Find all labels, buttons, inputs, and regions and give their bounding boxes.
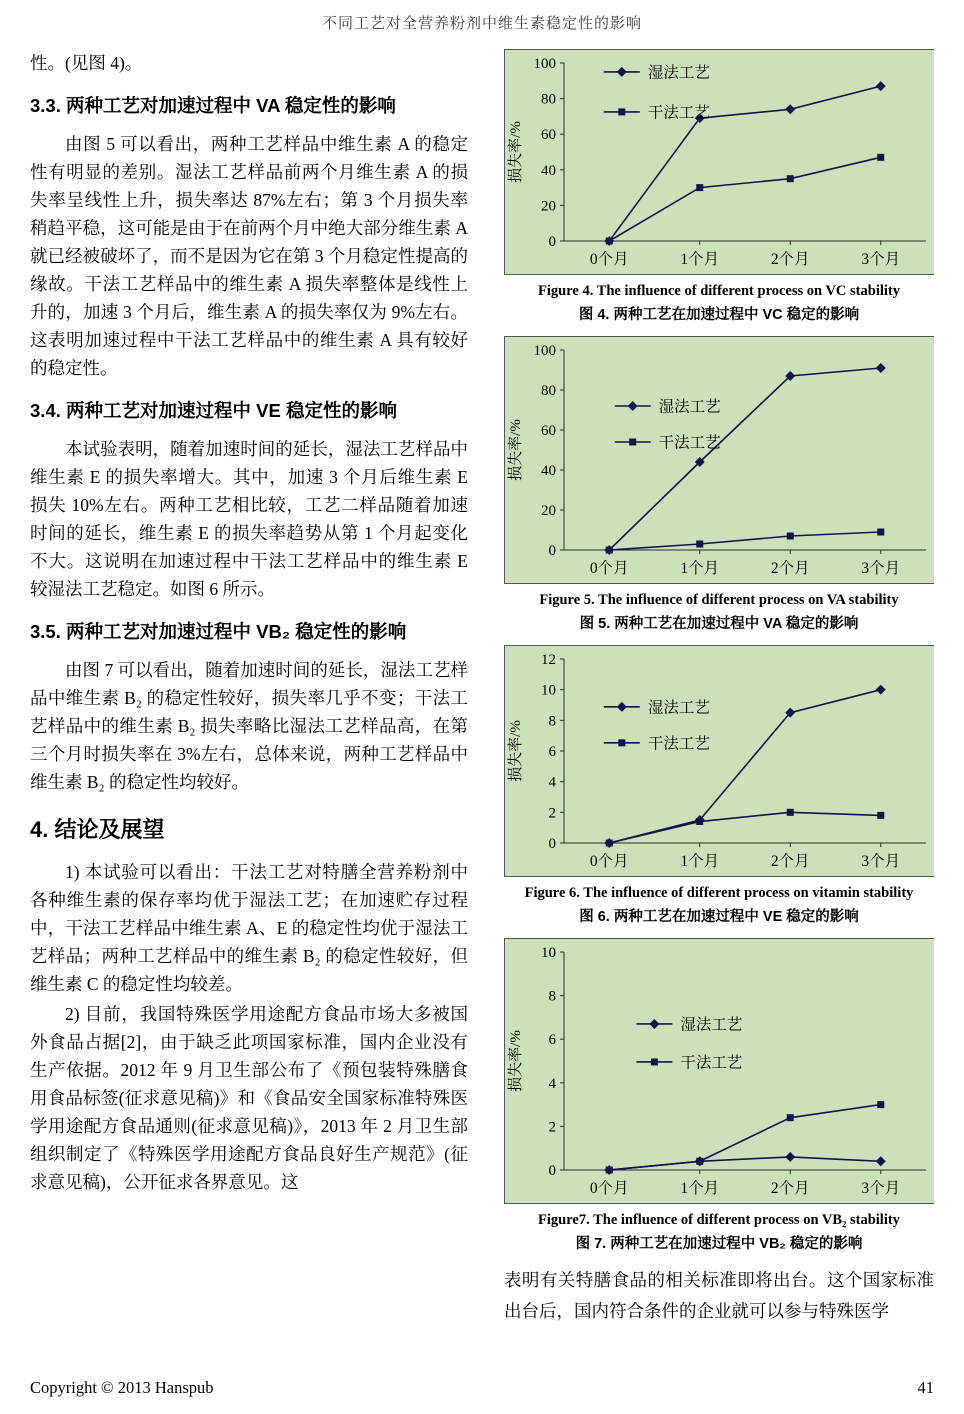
figure-7-caption-en: Figure7. The influence of different process on VB₂ stability xyxy=(538,1212,900,1228)
figure-5-caption xyxy=(504,592,934,633)
y-tick-label: 0 xyxy=(548,234,556,250)
section-heading-3-4: 3.4. 两种工艺对加速过程中 VE 稳定性的影响 xyxy=(30,400,397,421)
line-chart xyxy=(504,49,934,275)
square-marker xyxy=(651,1058,658,1065)
square-marker xyxy=(618,739,625,746)
x-tick-label: 2个月 xyxy=(770,853,810,870)
y-tick-label: 20 xyxy=(541,503,556,519)
x-tick-label: 1个月 xyxy=(680,853,720,870)
y-tick-label: 12 xyxy=(541,652,556,668)
square-marker xyxy=(618,108,625,115)
left-text-column xyxy=(30,49,468,1378)
x-tick-label: 2个月 xyxy=(770,1180,810,1197)
x-tick-label: 3个月 xyxy=(861,853,901,870)
legend-label: 干法工艺 xyxy=(647,104,710,122)
x-tick-label: 0个月 xyxy=(589,560,629,577)
continuation-paragraph: 性。(见图 4)。 xyxy=(30,53,143,73)
figure-6-caption-en: Figure 6. The influence of different process on vitamin stability xyxy=(524,885,914,901)
right-figure-column xyxy=(504,49,934,1378)
x-tick-label: 2个月 xyxy=(770,560,810,577)
figure-7 xyxy=(504,938,934,1253)
y-tick-label: 6 xyxy=(548,744,556,760)
figure-4-caption-en: Figure 4. The influence of different process on VC stability xyxy=(538,283,900,299)
section-heading-3-5: 3.5. 两种工艺对加速过程中 VB₂ 稳定性的影响 xyxy=(30,621,407,642)
two-column-layout xyxy=(30,49,934,1378)
x-tick-label: 1个月 xyxy=(680,560,720,577)
page-number: 41 xyxy=(917,1378,934,1397)
x-tick-label: 0个月 xyxy=(589,853,629,870)
y-tick-label: 40 xyxy=(541,463,556,479)
figure-7-chart xyxy=(504,938,934,1204)
y-tick-label: 4 xyxy=(548,774,556,791)
right-column-paragraph: 表明有关特膳食品的相关标准即将出台。这个国家标准出台后，国内符合条件的企业就可以参与特殊医学 xyxy=(504,1270,934,1322)
x-tick-label: 1个月 xyxy=(680,251,720,268)
figure-5-caption-en: Figure 5. The influence of different process on VA stability xyxy=(539,592,899,608)
y-tick-label: 0 xyxy=(548,543,556,559)
square-marker xyxy=(787,533,794,540)
y-tick-label: 0 xyxy=(548,836,556,852)
square-marker xyxy=(877,154,884,161)
figure-5-chart xyxy=(504,336,934,584)
y-tick-label: 40 xyxy=(541,162,556,179)
figure-6-caption xyxy=(504,885,934,926)
section-3-3-paragraph: 由图 5 可以看出，两种工艺样品中维生素 A 的稳定性有明显的差别。湿法工艺样品前两个月维生素 A 的损失率呈线性上升，损失率达 87%左右；第 3 个月损失率稍趋平稳，这可能是由于在前两个月中绝大部分维生素 A 就已经被破坏了，而不是因为它在第 3 个月稳定性提高的缘故。干法工艺样品中的维生素 A 损失率整体是线性上升的，加速 3 个月后，维生素 A 的损失率仅为 9%左右。这表明加速过程中干法工艺样品中的维生素 A 具有较好的稳定性。 xyxy=(30,134,468,378)
section-3-5-paragraph: 由图 7 可以看出，随着加速时间的延长，湿法工艺样品中维生素 B₂ 的稳定性较好，损失率几乎不变；干法工艺样品中的维生素 B₂ 损失率略比湿法工艺样品高，在第三个月时损失率在 3%左右，总体来说，两种工艺样品中维生素 B₂ 的稳定性均较好。 xyxy=(30,660,468,792)
y-tick-label: 8 xyxy=(548,713,556,730)
figure-6-caption-zh: 图 6. 两种工艺在加速过程中 VE 稳定的影响 xyxy=(579,909,859,925)
page-footer xyxy=(30,1378,934,1398)
square-marker xyxy=(787,809,794,816)
y-tick-label: 8 xyxy=(548,988,556,1005)
x-tick-label: 3个月 xyxy=(861,251,901,268)
y-tick-label: 10 xyxy=(541,682,556,699)
square-marker xyxy=(877,1101,884,1108)
figure-5-caption-zh: 图 5. 两种工艺在加速过程中 VA 稳定的影响 xyxy=(579,616,859,632)
y-tick-label: 6 xyxy=(548,1032,556,1049)
y-tick-label: 80 xyxy=(541,91,556,108)
y-tick-label: 10 xyxy=(541,945,556,961)
square-marker xyxy=(787,1114,794,1121)
figure-4-caption-zh: 图 4. 两种工艺在加速过程中 VC 稳定的影响 xyxy=(578,307,860,323)
y-tick-label: 100 xyxy=(533,56,556,72)
y-tick-label: 60 xyxy=(541,423,556,439)
square-marker xyxy=(606,547,613,554)
square-marker xyxy=(877,529,884,536)
figure-4-chart xyxy=(504,49,934,275)
y-axis-label: 损失率/% xyxy=(508,1030,524,1092)
section-heading-4: 4. 结论及展望 xyxy=(30,817,165,842)
plot-background xyxy=(505,646,935,877)
square-marker xyxy=(877,812,884,819)
line-chart xyxy=(504,336,934,584)
page-header-title: 不同工艺对全营养粉剂中维生素稳定性的影响 xyxy=(321,16,642,32)
square-marker xyxy=(696,818,703,825)
square-marker xyxy=(696,1158,703,1165)
line-chart xyxy=(504,645,934,877)
plot-background xyxy=(505,337,935,584)
section-heading-3-3: 3.3. 两种工艺对加速过程中 VA 稳定性的影响 xyxy=(30,95,396,116)
square-marker xyxy=(696,184,703,191)
y-tick-label: 2 xyxy=(548,805,556,822)
figure-7-caption-zh: 图 7. 两种工艺在加速过程中 VB₂ 稳定的影响 xyxy=(575,1236,863,1252)
x-tick-label: 3个月 xyxy=(861,560,901,577)
conclusion-paragraph-1: 1) 本试验可以看出：干法工艺对特膳全营养粉剂中各种维生素的保存率均优于湿法工艺；在加速贮存过程中，干法工艺样品中维生素 A、E 的稳定性均优于湿法工艺样品；两种工艺样品中的维生素 B₂ 的稳定性较好，但维生素 C 的稳定性均较差。 xyxy=(30,862,468,994)
legend-label: 干法工艺 xyxy=(680,1054,743,1072)
square-marker xyxy=(606,840,613,847)
x-tick-label: 0个月 xyxy=(589,1180,629,1197)
figure-7-caption xyxy=(504,1212,934,1253)
section-3-4-paragraph: 本试验表明，随着加速时间的延长，湿法工艺样品中维生素 E 的损失率增大。其中，加速 3 个月后维生素 E 损失 10%左右。两种工艺相比较，工艺二样品随着加速时间的延长，维生素 E 的损失率趋势从第 1 个月起变化不大。这说明在加速过程中干法工艺样品中的维生素 E 较湿法工艺稳定。如图 6 所示。 xyxy=(30,439,468,599)
y-axis-label: 损失率/% xyxy=(508,121,524,183)
square-marker xyxy=(606,238,613,245)
figure-4-caption xyxy=(504,283,934,324)
x-tick-label: 2个月 xyxy=(770,251,810,268)
conclusion-paragraph-2: 2) 目前，我国特殊医学用途配方食品市场大多被国外食品占据[2]，由于缺乏此项国家标准，国内企业没有生产依据。2012 年 9 月卫生部公布了《预包装特殊膳食用食品标签(征求意见稿)》和《食品安全国家标准特殊医学用途配方食品通则(征求意见稿)》，2013 年 2 月卫生部组织制定了《特殊医学用途配方食品良好生产规范》(征求意见稿)，公开征求各界意见。这 xyxy=(30,1004,468,1192)
y-tick-label: 100 xyxy=(533,343,556,359)
y-tick-label: 20 xyxy=(541,198,556,215)
legend-label: 干法工艺 xyxy=(647,735,710,753)
figure-6-chart xyxy=(504,645,934,877)
y-tick-label: 2 xyxy=(548,1119,556,1136)
legend-label: 干法工艺 xyxy=(658,434,721,452)
legend-label: 湿法工艺 xyxy=(658,398,721,416)
x-tick-label: 1个月 xyxy=(680,1180,720,1197)
square-marker xyxy=(696,541,703,548)
legend-label: 湿法工艺 xyxy=(680,1016,743,1034)
figure-6 xyxy=(504,645,934,926)
square-marker xyxy=(787,175,794,182)
legend-label: 湿法工艺 xyxy=(647,64,710,82)
x-tick-label: 3个月 xyxy=(861,1180,901,1197)
figure-4 xyxy=(504,49,934,324)
y-axis-label: 损失率/% xyxy=(508,419,524,481)
copyright-text: Copyright © 2013 Hanspub xyxy=(30,1378,214,1397)
square-marker xyxy=(629,439,636,446)
square-marker xyxy=(606,1167,613,1174)
x-tick-label: 0个月 xyxy=(589,251,629,268)
y-tick-label: 60 xyxy=(541,127,556,144)
line-chart xyxy=(504,938,934,1204)
y-tick-label: 0 xyxy=(548,1163,556,1179)
figure-5 xyxy=(504,336,934,633)
y-axis-label: 损失率/% xyxy=(508,720,524,782)
legend-label: 湿法工艺 xyxy=(647,699,710,717)
y-tick-label: 4 xyxy=(548,1075,556,1092)
y-tick-label: 80 xyxy=(541,383,556,399)
